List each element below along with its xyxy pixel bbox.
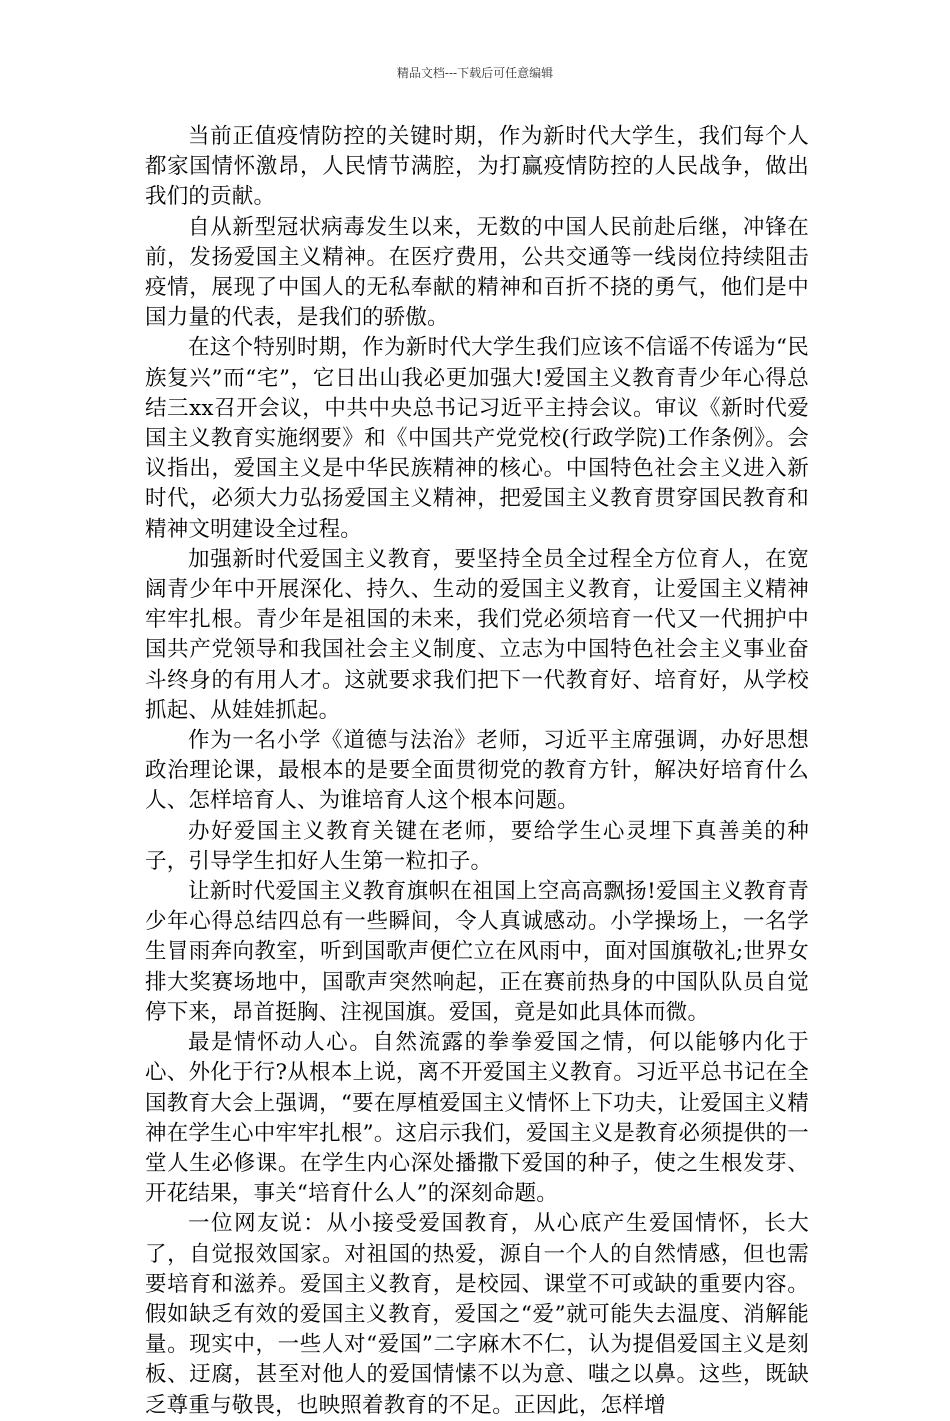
paragraph: 一位网友说：从小接受爱国教育，从心底产生爱国情怀，长大了，自觉报效国家。对祖国的热爱，源自一个人的自然情感，但也需要培育和滋养。爱国主义教育，是校园、课堂不可或缺的重要内容。假如缺乏有效的爱国主义教育，爱国之“爱”就可能失去温度、消解能量。现实中，一些人对“爱国”二字麻木不仁，认为提倡爱国主义是刻板、迂腐，甚至对他人的爱国情愫不以为意、嗤之以鼻。这些，既缺乏尊重与敬畏，也映照着教育的不足。正因此，怎样增 <box>145 1211 809 1418</box>
page-header: 精品文档---下载后可任意编辑 <box>396 66 554 80</box>
document-body <box>145 122 809 1421</box>
paragraph: 办好爱国主义教育关键在老师，要给学生心灵埋下真善美的种子，引导学生扣好人生第一粒扣子。 <box>145 818 809 874</box>
paragraph: 当前正值疫情防控的关键时期，作为新时代大学生，我们每个人都家国情怀激昂，人民情节满腔，为打赢疫情防控的人民战争，做出我们的贡献。 <box>145 124 809 210</box>
paragraph: 自从新型冠状病毒发生以来，无数的中国人民前赴后继，冲锋在前，发扬爱国主义精神。在医疗费用，公共交通等一线岗位持续阻击疫情，展现了中国人的无私奉献的精神和百折不挠的勇气，他们是中国力量的代表，是我们的骄傲。 <box>145 214 809 331</box>
paragraph: 最是情怀动人心。自然流露的拳拳爱国之情，何以能够内化于心、外化于行?从根本上说，离不开爱国主义教育。习近平总书记在全国教育大会上强调，“要在厚植爱国主义情怀上下功夫，让爱国主义精神在学生心中牢牢扎根”。这启示我们，爱国主义是教育必须提供的一堂人生必修课。在学生内心深处播撒下爱国的种子，使之生根发芽、开花结果，事关“培育什么人”的深刻命题。 <box>145 1030 809 1207</box>
paragraph: 作为一名小学《道德与法治》老师，习近平主席强调，办好思想政治理论课，最根本的是要全面贯彻党的教育方针，解决好培育什么人、怎样培育人、为谁培育人这个根本问题。 <box>145 728 809 814</box>
paragraph: 在这个特别时期，作为新时代大学生我们应该不信谣不传谣为“民族复兴”而“宅”，它日出山我必更加强大!爱国主义教育青少年心得总结三xx召开会议，中共中央总书记习近平主持会议。审议《新时代爱国主义教育实施纲要》和《中国共产党党校(行政学院)工作条例》。会议指出，爱国主义是中华民族精神的核心。中国特色社会主义进入新时代，必须大力弘扬爱国主义精神，把爱国主义教育贯穿国民教育和精神文明建设全过程。 <box>145 335 809 542</box>
paragraph: 加强新时代爱国主义教育，要坚持全员全过程全方位育人，在宽阔青少年中开展深化、持久、生动的爱国主义教育，让爱国主义精神牢牢扎根。青少年是祖国的未来，我们党必须培育一代又一代拥护中国共产党领导和我国社会主义制度、立志为中国特色社会主义事业奋斗终身的有用人才。这就要求我们把下一代教育好、培育好，从学校抓起、从娃娃抓起。 <box>145 546 809 723</box>
paragraph: 让新时代爱国主义教育旗帜在祖国上空高高飘扬!爱国主义教育青少年心得总结四总有一些瞬间，令人真诚感动。小学操场上，一名学生冒雨奔向教室，听到国歌声便伫立在风雨中，面对国旗敬礼;世界女排大奖赛场地中，国歌声突然响起，正在赛前热身的中国队队员自觉停下来，昂首挺胸、注视国旗。爱国，竟是如此具体而微。 <box>145 879 809 1025</box>
